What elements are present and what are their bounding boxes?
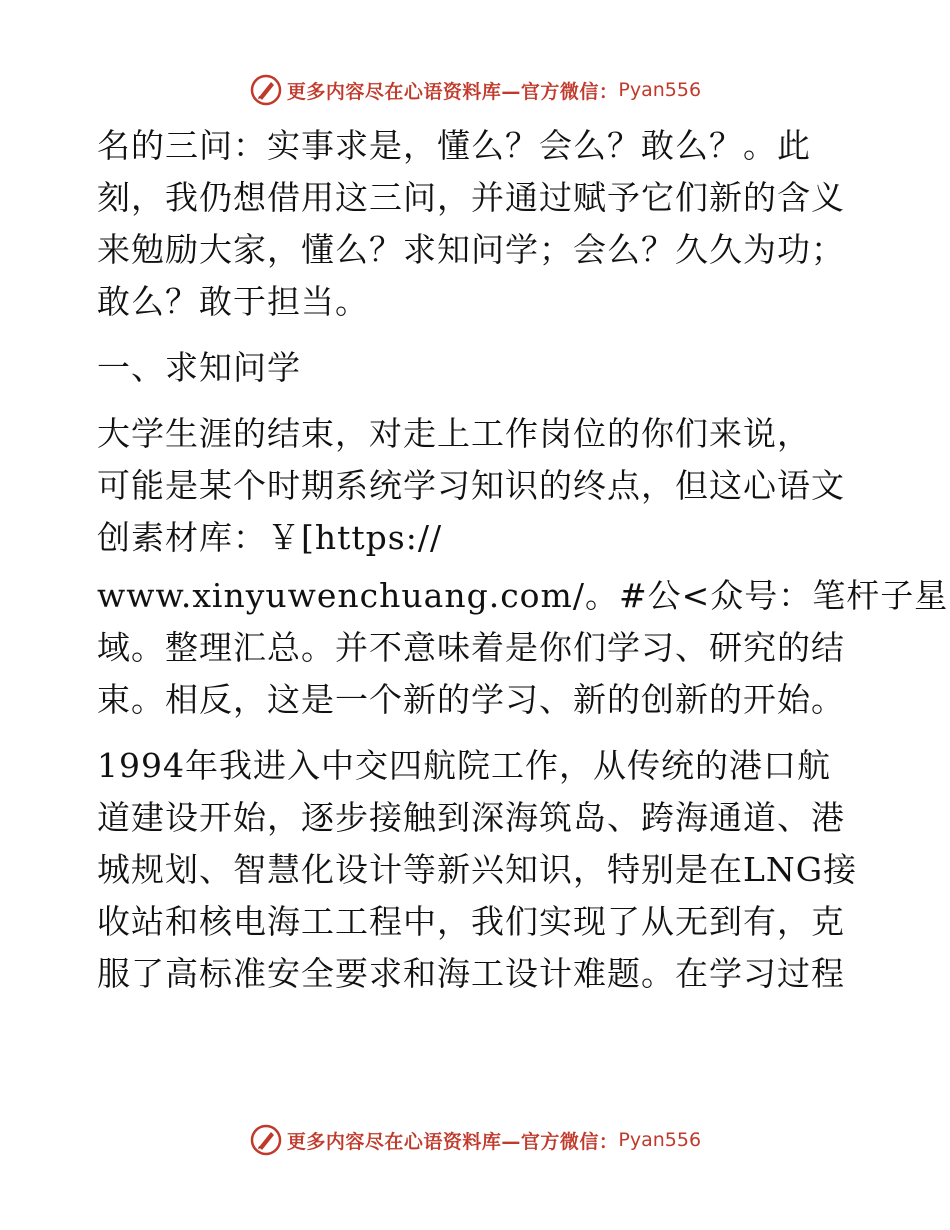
- text-line: 刻，我仍想借用这三问，并通过赋予它们新的含义: [97, 178, 845, 217]
- text-line: 收站和核电海工工程中，我们实现了从无到有，克: [97, 902, 845, 941]
- header-watermark-banner: [0, 70, 950, 110]
- text-line: 域。整理汇总。并不意味着是你们学习、研究的结: [97, 628, 845, 667]
- text-line: 敢么？敢于担当。: [97, 282, 369, 321]
- text-line: 道建设开始，逐步接触到深海筑岛、跨海通道、港: [97, 798, 845, 837]
- banner-text: 更多内容尽在心语资料库—官方微信：: [286, 80, 619, 103]
- text-line: 束。相反，这是一个新的学习、新的创新的开始。: [97, 680, 845, 719]
- text-line: 可能是某个时期系统学习知识的终点，但这心语文: [97, 466, 845, 505]
- document-body: [97, 124, 949, 996]
- banner-wechat-id: Pyan556: [618, 1129, 702, 1151]
- text-line: www.xinyuwenchuang.com/。#公<众号：笔杆子星: [97, 576, 949, 615]
- pen-logo-icon: [249, 73, 283, 107]
- text-line: 名的三问：实事求是，懂么？会么？敢么？。此: [97, 126, 811, 165]
- text-line: 大学生涯的结束，对走上工作岗位的你们来说，: [97, 414, 811, 453]
- pen-logo-icon: [249, 1123, 283, 1157]
- section-heading: 一、求知问学: [97, 348, 301, 387]
- text-line: 创素材库：￥[https://: [97, 518, 443, 557]
- banner-wechat-id: Pyan556: [618, 79, 702, 101]
- text-line: 服了高标准安全要求和海工设计难题。在学习过程: [97, 954, 845, 993]
- footer-watermark-banner: [0, 1120, 950, 1160]
- text-line: 来勉励大家，懂么？求知问学；会么？久久为功；: [97, 230, 845, 269]
- text-line: 城规划、智慧化设计等新兴知识，特别是在LNG接: [97, 850, 858, 889]
- banner-text: 更多内容尽在心语资料库—官方微信：: [286, 1130, 619, 1153]
- text-line: 1994年我进入中交四航院工作，从传统的港口航: [97, 746, 831, 785]
